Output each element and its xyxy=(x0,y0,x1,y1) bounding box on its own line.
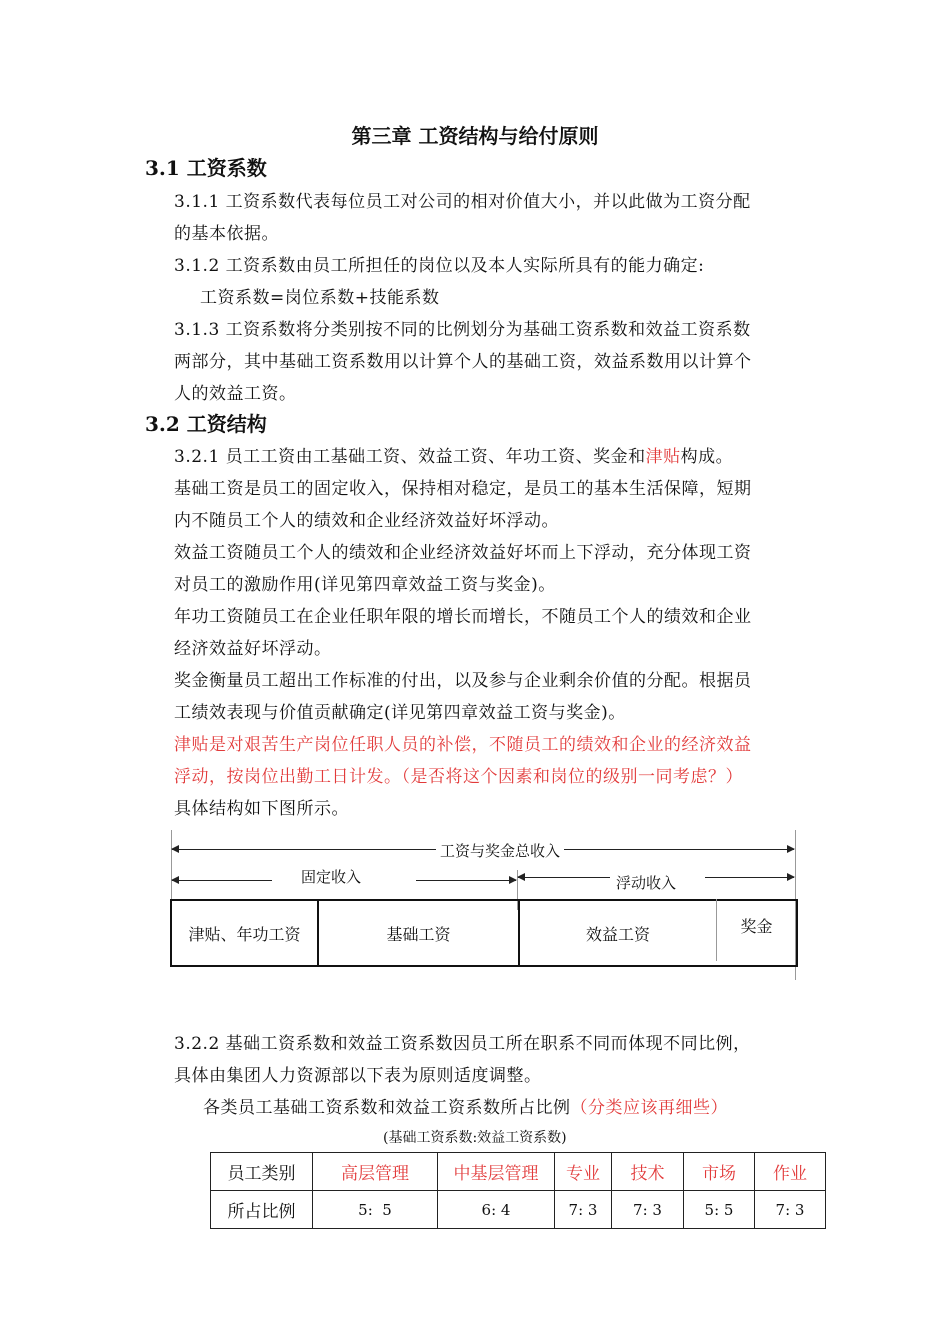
paragraph: 的基本依据。 xyxy=(174,224,279,244)
caption-note: （分类应该再细些） xyxy=(570,1098,728,1118)
paragraph: 内不随员工个人的绩效和企业经济效益好坏浮动。 xyxy=(174,511,559,531)
total-label: 工资与奖金总收入 xyxy=(436,840,564,861)
float-arrow-right xyxy=(705,877,794,878)
cell-performance-wage: 效益工资 xyxy=(585,924,650,944)
paragraph: 年功工资随员工在企业任职年限的增长而增长，不随员工个人的绩效和企业 xyxy=(174,607,752,627)
ratio-cell: 5: 5 xyxy=(684,1191,755,1229)
section-heading-3-1: 3.1 工资系数 xyxy=(145,156,267,180)
paragraph-note: 津贴是对艰苦生产岗位任职人员的补偿，不随员工的绩效和企业的经济效益 xyxy=(174,735,752,755)
float-arrow-left xyxy=(518,877,610,878)
paragraph: 3.1.3 工资系数将分类别按不同的比例划分为基础工资系数和效益工资系数 xyxy=(174,320,751,340)
paragraph: 奖金衡量员工超出工作标准的付出，以及参与企业剩余价值的分配。根据员 xyxy=(174,671,752,691)
table-row xyxy=(211,1153,826,1191)
formula: 工资系数=岗位系数+技能系数 xyxy=(200,288,440,308)
ratio-table xyxy=(210,1152,826,1229)
cell-allowance-seniority: 津贴、年功工资 xyxy=(188,924,301,944)
row-header: 员工类别 xyxy=(211,1153,313,1191)
float-label: 浮动收入 xyxy=(612,872,680,893)
category-cell: 作业 xyxy=(755,1153,826,1191)
table-row xyxy=(211,1191,826,1229)
fixed-arrow-right xyxy=(416,880,516,881)
paragraph-note: 浮动，按岗位出勤工日计发。（是否将这个因素和岗位的级别一同考虑？） xyxy=(174,767,743,787)
cell-bonus: 奖金 xyxy=(740,916,773,936)
table-caption: 各类员工基础工资系数和效益工资系数所占比例（分类应该再细些） xyxy=(203,1098,728,1118)
ratio-cell: 6: 4 xyxy=(438,1191,555,1229)
ratio-cell: 7: 3 xyxy=(755,1191,826,1229)
row-header: 所占比例 xyxy=(211,1191,313,1229)
ratio-cell: 7: 3 xyxy=(555,1191,612,1229)
category-cell: 市场 xyxy=(684,1153,755,1191)
category-cell: 高层管理 xyxy=(313,1153,438,1191)
diagram-left-tick xyxy=(171,830,172,900)
category-cell: 中基层管理 xyxy=(438,1153,555,1191)
paragraph: 3.1.2 工资系数由员工所担任的岗位以及本人实际所具有的能力确定: xyxy=(174,256,705,276)
category-cell: 技术 xyxy=(612,1153,684,1191)
table-subcaption: (基础工资系数:效益工资系数) xyxy=(383,1130,567,1146)
section-heading-3-2: 3.2 工资结构 xyxy=(145,412,267,436)
ratio-cell: 5: 5 xyxy=(313,1191,438,1229)
paragraph: 3.2.2 基础工资系数和效益工资系数因员工所在职系不同而体现不同比例， xyxy=(174,1034,751,1054)
ratio-cell: 7: 3 xyxy=(612,1191,684,1229)
paragraph: 两部分，其中基础工资系数用以计算个人的基础工资，效益系数用以计算个 xyxy=(174,352,752,372)
paragraph: 具体由集团人力资源部以下表为原则适度调整。 xyxy=(174,1066,542,1086)
paragraph: 3.2.1 员工工资由工基础工资、效益工资、年功工资、奖金和津贴构成。 xyxy=(174,447,734,467)
paragraph: 对员工的激励作用(详见第四章效益工资与奖金)。 xyxy=(174,575,556,595)
paragraph: 具体结构如下图所示。 xyxy=(174,799,349,819)
paragraph: 3.1.1 工资系数代表每位员工对公司的相对价值大小，并以此做为工资分配 xyxy=(174,192,751,212)
paragraph: 基础工资是员工的固定收入，保持相对稳定，是员工的基本生活保障，短期 xyxy=(174,479,752,499)
paragraph: 经济效益好坏浮动。 xyxy=(174,639,332,659)
page-title: 第三章 工资结构与给付原则 xyxy=(351,124,599,148)
paragraph: 效益工资随员工个人的绩效和企业经济效益好坏而上下浮动，充分体现工资 xyxy=(174,543,752,563)
fixed-label: 固定收入 xyxy=(297,866,365,887)
highlight-text: 津贴 xyxy=(645,447,681,467)
cell-base-wage: 基础工资 xyxy=(386,924,451,944)
paragraph: 工绩效表现与价值贡献确定(详见第四章效益工资与奖金)。 xyxy=(174,703,626,723)
category-cell: 专业 xyxy=(555,1153,612,1191)
paragraph: 人的效益工资。 xyxy=(174,384,297,404)
fixed-arrow-left xyxy=(172,880,272,881)
